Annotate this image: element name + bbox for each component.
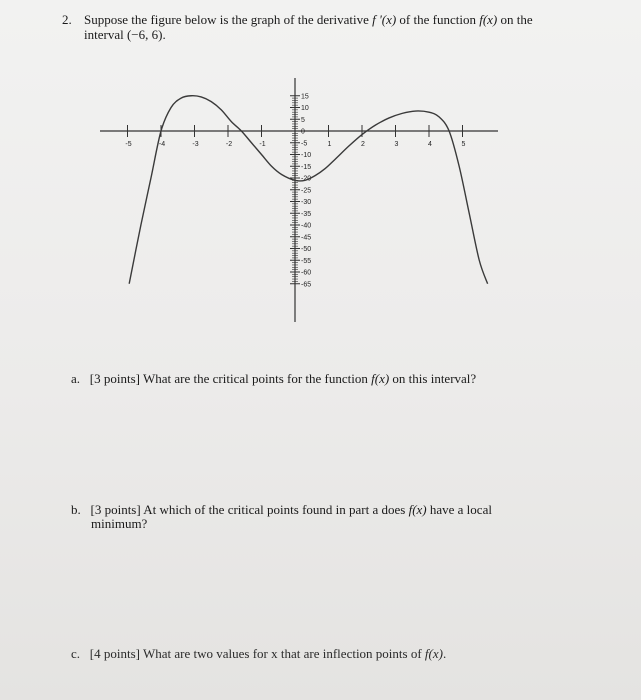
x-tick-label: -1: [259, 141, 266, 148]
y-ticks: [290, 93, 311, 288]
part-c-text1: [4 points] What are two values for x that are inflection points of: [89, 646, 425, 661]
y-tick-label: 5: [301, 116, 305, 124]
y-tick-label: -15: [301, 163, 312, 171]
part-c-text2: .: [442, 646, 447, 661]
part-c-letter: c.: [71, 646, 81, 661]
part-b-text1: [3 points] At which of the critical points found in part a does: [90, 502, 409, 517]
x-tick-label: 4: [428, 141, 432, 148]
y-tick-label: -50: [301, 246, 312, 253]
derivative-symbol: f '(x): [372, 12, 397, 27]
question-text-part2: of the function: [396, 12, 480, 27]
y-tick-label: -35: [301, 210, 312, 218]
y-tick-label: 0: [301, 128, 305, 136]
function-symbol: f(x): [479, 12, 498, 27]
question-text-part1: Suppose the figure below is the graph of the derivative: [84, 12, 373, 27]
y-tick-label: -25: [301, 187, 312, 195]
derivative-graph: [0, 0, 641, 340]
x-tick-label: -3: [192, 141, 199, 148]
part-a-text2: on this interval?: [389, 371, 477, 386]
part-b-function-symbol: f(x): [408, 502, 427, 517]
y-tick-label: -5: [301, 140, 308, 148]
y-tick-label: -30: [301, 199, 312, 206]
axes: [100, 78, 498, 322]
question-number: 2.: [62, 12, 72, 27]
y-tick-label: -55: [301, 257, 312, 265]
x-tick-label: -5: [125, 141, 132, 148]
question-text-part3: on the: [497, 12, 533, 27]
part-a-function-symbol: f(x): [371, 371, 390, 386]
y-tick-label: -45: [301, 234, 312, 242]
x-tick-label: 5: [461, 141, 466, 148]
y-tick-label: -10: [301, 152, 312, 159]
y-tick-label: -60: [301, 269, 312, 277]
y-tick-label: -40: [301, 222, 312, 230]
part-a: [71, 371, 476, 386]
x-tick-label: -2: [225, 141, 233, 148]
y-tick-label: -20: [301, 175, 312, 183]
part-a-text1: [3 points] What are the critical points for the function: [89, 371, 372, 386]
part-c: [71, 646, 446, 661]
x-tick-label: 1: [327, 141, 332, 148]
part-b-letter: b.: [71, 502, 81, 517]
x-tick-label: 2: [361, 141, 365, 148]
part-b-text2: have a local: [426, 502, 492, 517]
x-tick-label: 3: [394, 141, 399, 148]
part-c-function-symbol: f(x): [424, 646, 443, 661]
question-text-line2: interval (−6, 6).: [84, 27, 166, 42]
part-a-letter: a.: [71, 371, 81, 386]
x-tick-label: -4: [158, 141, 166, 148]
y-tick-label: 15: [301, 93, 309, 101]
y-tick-label: 10: [301, 105, 309, 112]
y-tick-label: -65: [301, 281, 312, 289]
part-b-line2: minimum?: [91, 516, 148, 531]
part-b: [71, 502, 492, 517]
